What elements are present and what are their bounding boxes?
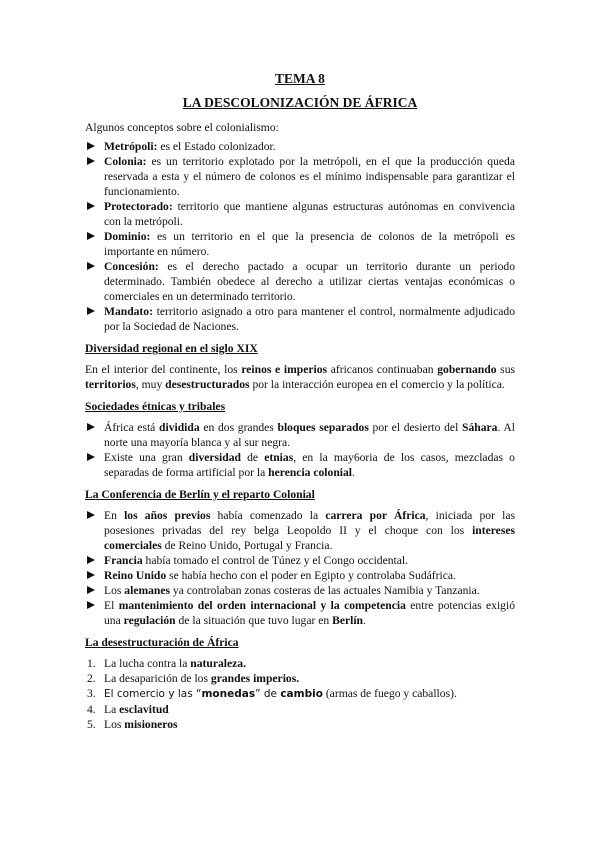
arrow-bullet-icon xyxy=(87,586,95,594)
arrow-bullet-icon xyxy=(87,307,95,315)
list-item: Reino Unido se había hecho con el poder en Egipto y controlaba Sudáfrica. xyxy=(85,568,515,583)
list-item: Dominio: es un territorio en el que la presencia de colonos de la metrópoli es importante en número. xyxy=(85,229,515,259)
list-item: 5. Los misioneros xyxy=(87,718,178,731)
list-item: Concesión: es el derecho pactado a ocupar un territorio durante un periodo determinado. También obedece al derecho a utilizar ciertas ventajas económicas o comerciales en un determinado territorio. xyxy=(85,259,515,304)
intro-text: Algunos conceptos sobre el colonialismo: xyxy=(85,121,279,134)
list-item: Los alemanes ya controlaban zonas costeras de las actuales Namibia y Tanzania. xyxy=(85,583,515,598)
document-page xyxy=(85,70,515,732)
list-item: Existe una gran diversidad de etnias, en la may6oria de los casos, mezcladas o separadas de forma artificial por la herencia colonial. xyxy=(85,450,515,480)
desestructuracion-list xyxy=(85,656,515,732)
arrow-bullet-icon xyxy=(87,601,95,609)
arrow-bullet-icon xyxy=(87,202,95,210)
concepts-list xyxy=(85,139,515,334)
arrow-bullet-icon xyxy=(87,453,95,461)
list-item: Colonia: es un territorio explotado por la metrópoli, en el que la producción queda reservada a esta y el número de colonos es el mínimo indispensable para garantizar el funcionamiento. xyxy=(85,154,515,199)
berlin-list xyxy=(85,508,515,628)
list-item: Protectorado: territorio que mantiene algunas estructuras autónomas en convivencia con la metrópoli. xyxy=(85,199,515,229)
list-item: Metrópoli: es el Estado colonizador. xyxy=(85,139,515,154)
list-item: 2. La desaparición de los grandes imperios. xyxy=(87,672,300,685)
arrow-bullet-icon xyxy=(87,232,95,240)
section-heading-sociedades: Sociedades étnicas y tribales xyxy=(85,400,226,413)
sociedades-list xyxy=(85,420,515,480)
arrow-bullet-icon xyxy=(87,556,95,564)
list-item: Mandato: territorio asignado a otro para mantener el control, normalmente adjudicado por la Sociedad de Naciones. xyxy=(85,304,515,334)
list-item: África está dividida en dos grandes bloques separados por el desierto del Sáhara. Al norte una mayoría blanca y al sur negra. xyxy=(85,420,515,450)
section-heading-diversidad: Diversidad regional en el siglo XIX xyxy=(85,342,258,355)
page-title: TEMA 8 xyxy=(275,71,325,86)
list-item: En los años previos había comenzado la carrera por África, iniciada por las posesiones privadas del rey belga Leopoldo II y el choque con los intereses comerciales de Reino Unido, Portugal y Francia. xyxy=(85,508,515,553)
section-heading-desestructuracion: La desestructuración de África xyxy=(85,636,239,649)
section-paragraph-diversidad: En el interior del continente, los reinos e imperios africanos continuaban gobernando sus territorios, muy desestructurados por la interacción europea en el comercio y la política. xyxy=(85,363,515,391)
list-item: 3. El comercio y las “monedas” de cambio (armas de fuego y caballos). xyxy=(87,687,457,700)
arrow-bullet-icon xyxy=(87,511,95,519)
list-item: 1. La lucha contra la naturaleza. xyxy=(87,657,246,670)
page-subtitle: LA DESCOLONIZACIÓN DE ÁFRICA xyxy=(182,95,418,110)
list-item: El mantenimiento del orden internacional y la competencia entre potencias exigió una regulación de la situación que tuvo lugar en Berlín. xyxy=(85,598,515,628)
arrow-bullet-icon xyxy=(87,262,95,270)
arrow-bullet-icon xyxy=(87,571,95,579)
arrow-bullet-icon xyxy=(87,142,95,150)
arrow-bullet-icon xyxy=(87,423,95,431)
list-item: 4. La esclavitud xyxy=(87,703,169,716)
arrow-bullet-icon xyxy=(87,157,95,165)
list-item: Francia había tomado el control de Túnez y el Congo occidental. xyxy=(85,553,515,568)
section-heading-berlin: La Conferencia de Berlín y el reparto Colonial xyxy=(85,488,315,501)
